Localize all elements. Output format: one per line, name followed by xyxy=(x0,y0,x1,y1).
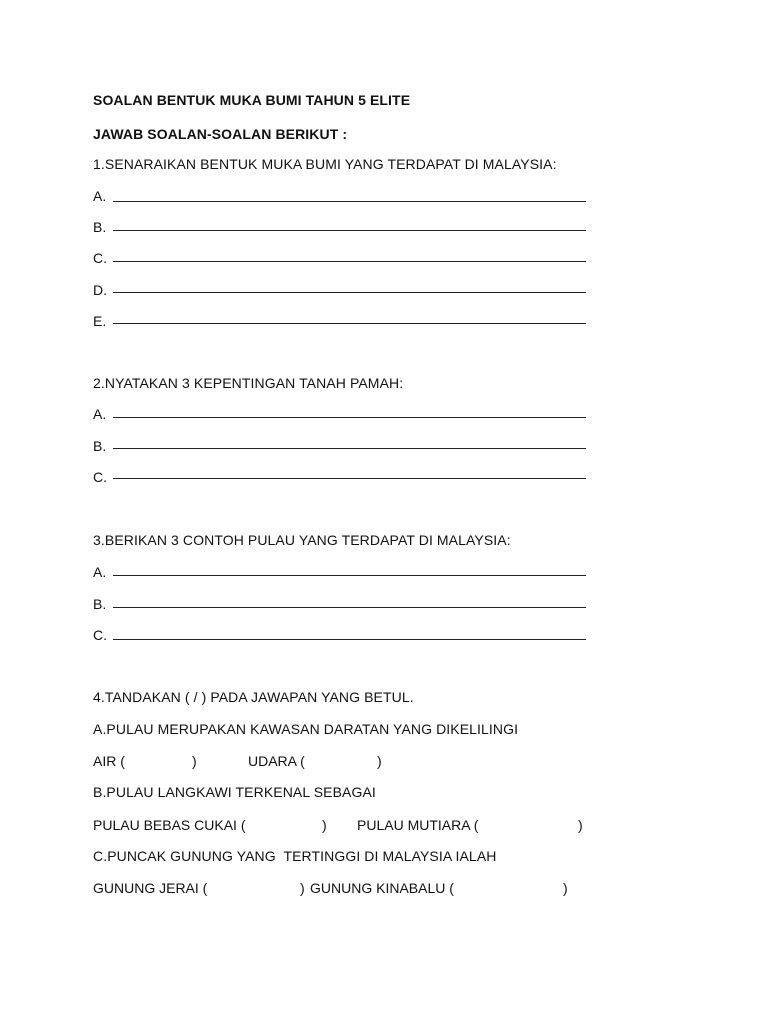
q2-answer-line-b[interactable] xyxy=(113,448,586,449)
q2-answer-line-c[interactable] xyxy=(113,478,586,479)
q4a-option-1-label: AIR ( xyxy=(93,753,125,769)
q1-answer-line-b[interactable] xyxy=(113,230,586,231)
q4a-option-2-close[interactable]: ) xyxy=(377,753,382,769)
q3-label-b: B. xyxy=(93,596,107,612)
q3-label-c: C. xyxy=(93,627,107,643)
q1-answer-line-c[interactable] xyxy=(113,261,586,262)
q4b-option-2-label: PULAU MUTIARA ( xyxy=(357,817,479,833)
q4c-option-2-label: GUNUNG KINABALU ( xyxy=(310,880,454,896)
q4c-option-2-close[interactable]: ) xyxy=(563,880,568,896)
q4c-option-1-label: GUNUNG JERAI ( xyxy=(93,880,208,896)
q4c-option-1-close[interactable]: ) xyxy=(300,880,305,896)
q3-label-a: A. xyxy=(93,564,107,580)
q1-answer-line-a[interactable] xyxy=(113,201,586,202)
question-3-text: 3.BERIKAN 3 CONTOH PULAU YANG TERDAPAT DI MALAYSIA: xyxy=(93,532,511,548)
q4a-option-1-close[interactable]: ) xyxy=(192,753,197,769)
worksheet-instruction: JAWAB SOALAN-SOALAN BERIKUT : xyxy=(93,126,348,142)
q4b-option-1-close[interactable]: ) xyxy=(322,817,327,833)
question-4c-text: C.PUNCAK GUNUNG YANG TERTINGGI DI MALAYSIA IALAH xyxy=(93,848,497,864)
q2-label-c: C. xyxy=(93,469,107,485)
q1-label-c: C. xyxy=(93,250,107,266)
q4b-option-2-close[interactable]: ) xyxy=(578,817,583,833)
q2-label-b: B. xyxy=(93,438,107,454)
q1-label-e: E. xyxy=(93,313,107,329)
question-4-text: 4.TANDAKAN ( / ) PADA JAWAPAN YANG BETUL. xyxy=(93,689,414,705)
q1-label-d: D. xyxy=(93,282,107,298)
q4a-option-2-label: UDARA ( xyxy=(248,753,305,769)
q1-answer-line-d[interactable] xyxy=(113,292,586,293)
q1-answer-line-e[interactable] xyxy=(113,323,586,324)
question-1-text: 1.SENARAIKAN BENTUK MUKA BUMI YANG TERDAPAT DI MALAYSIA: xyxy=(93,156,557,172)
question-4b-text: B.PULAU LANGKAWI TERKENAL SEBAGAI xyxy=(93,784,376,800)
q4b-option-1-label: PULAU BEBAS CUKAI ( xyxy=(93,817,246,833)
q1-label-a: A. xyxy=(93,188,107,204)
q2-answer-line-a[interactable] xyxy=(113,417,586,418)
q3-answer-line-c[interactable] xyxy=(113,639,586,640)
q3-answer-line-b[interactable] xyxy=(113,607,586,608)
q2-label-a: A. xyxy=(93,406,107,422)
question-2-text: 2.NYATAKAN 3 KEPENTINGAN TANAH PAMAH: xyxy=(93,375,404,391)
q3-answer-line-a[interactable] xyxy=(113,575,586,576)
question-4a-text: A.PULAU MERUPAKAN KAWASAN DARATAN YANG DIKELILINGI xyxy=(93,721,519,737)
q1-label-b: B. xyxy=(93,219,107,235)
worksheet-title: SOALAN BENTUK MUKA BUMI TAHUN 5 ELITE xyxy=(93,92,411,108)
